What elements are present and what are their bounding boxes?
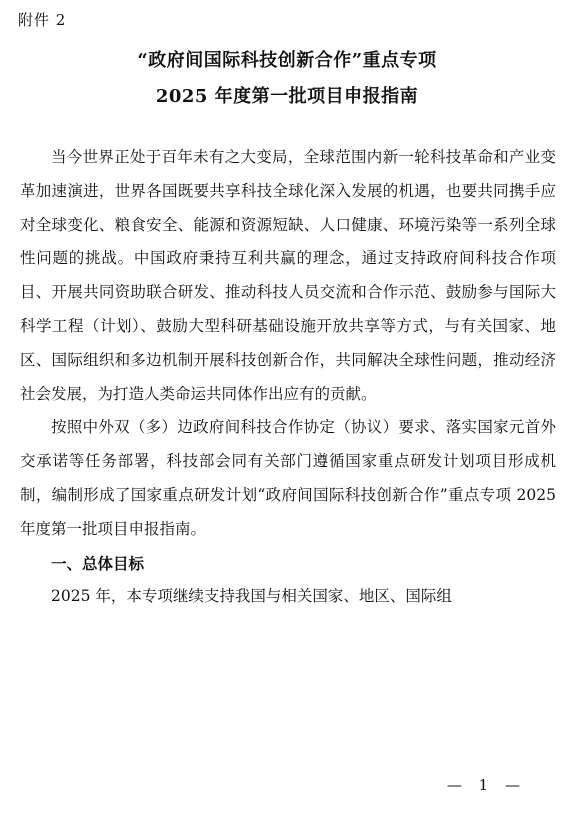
paragraph-intro: 当今世界正处于百年未有之大变局，全球范围内新一轮科技革命和产业变革加速演进，世界各国既要共享科技全球化深入发展的机遇，也要共同携手应对全球变化、粮食安全、能源和资源短缺、人口健康、环境污染等一系列全球性问题的挑战。中国政府秉持互利共赢的理念，通过支持政府间科技合作项目、开展共同资助联合研发、推动科技人员交流和合作示范、鼓励参与国际大科学工程（计划）、鼓励大型科研基础设施开放共享等方式，与有关国家、地区、国际组织和多边机制开展科技创新合作，共同解决全球性问题，推动经济社会发展，为打造人类命运共同体作出应有的贡献。: [20, 148, 556, 403]
document-body: [20, 141, 556, 614]
section-heading: 一、总体目标: [51, 553, 145, 573]
attachment-label: 附件 2: [18, 11, 67, 29]
document-title-line-2: 2025 年度第一批项目申报指南: [155, 86, 419, 107]
document-title-line-1: “政府间国际科技创新合作”重点专项: [137, 50, 437, 71]
paragraph-basis: 按照中外双（多）边政府间科技合作协定（协议）要求、落实国家元首外交承诺等任务部署，科技部会同有关部门遵循国家重点研发计划项目形成机制，编制形成了国家重点研发计划“政府间国际科技创新合作”重点专项 2025 年度第一批项目申报指南。: [20, 418, 556, 538]
page-number: — 1 —: [446, 776, 526, 794]
paragraph-goal: 2025 年，本专项继续支持我国与相关国家、地区、国际组: [51, 587, 452, 606]
